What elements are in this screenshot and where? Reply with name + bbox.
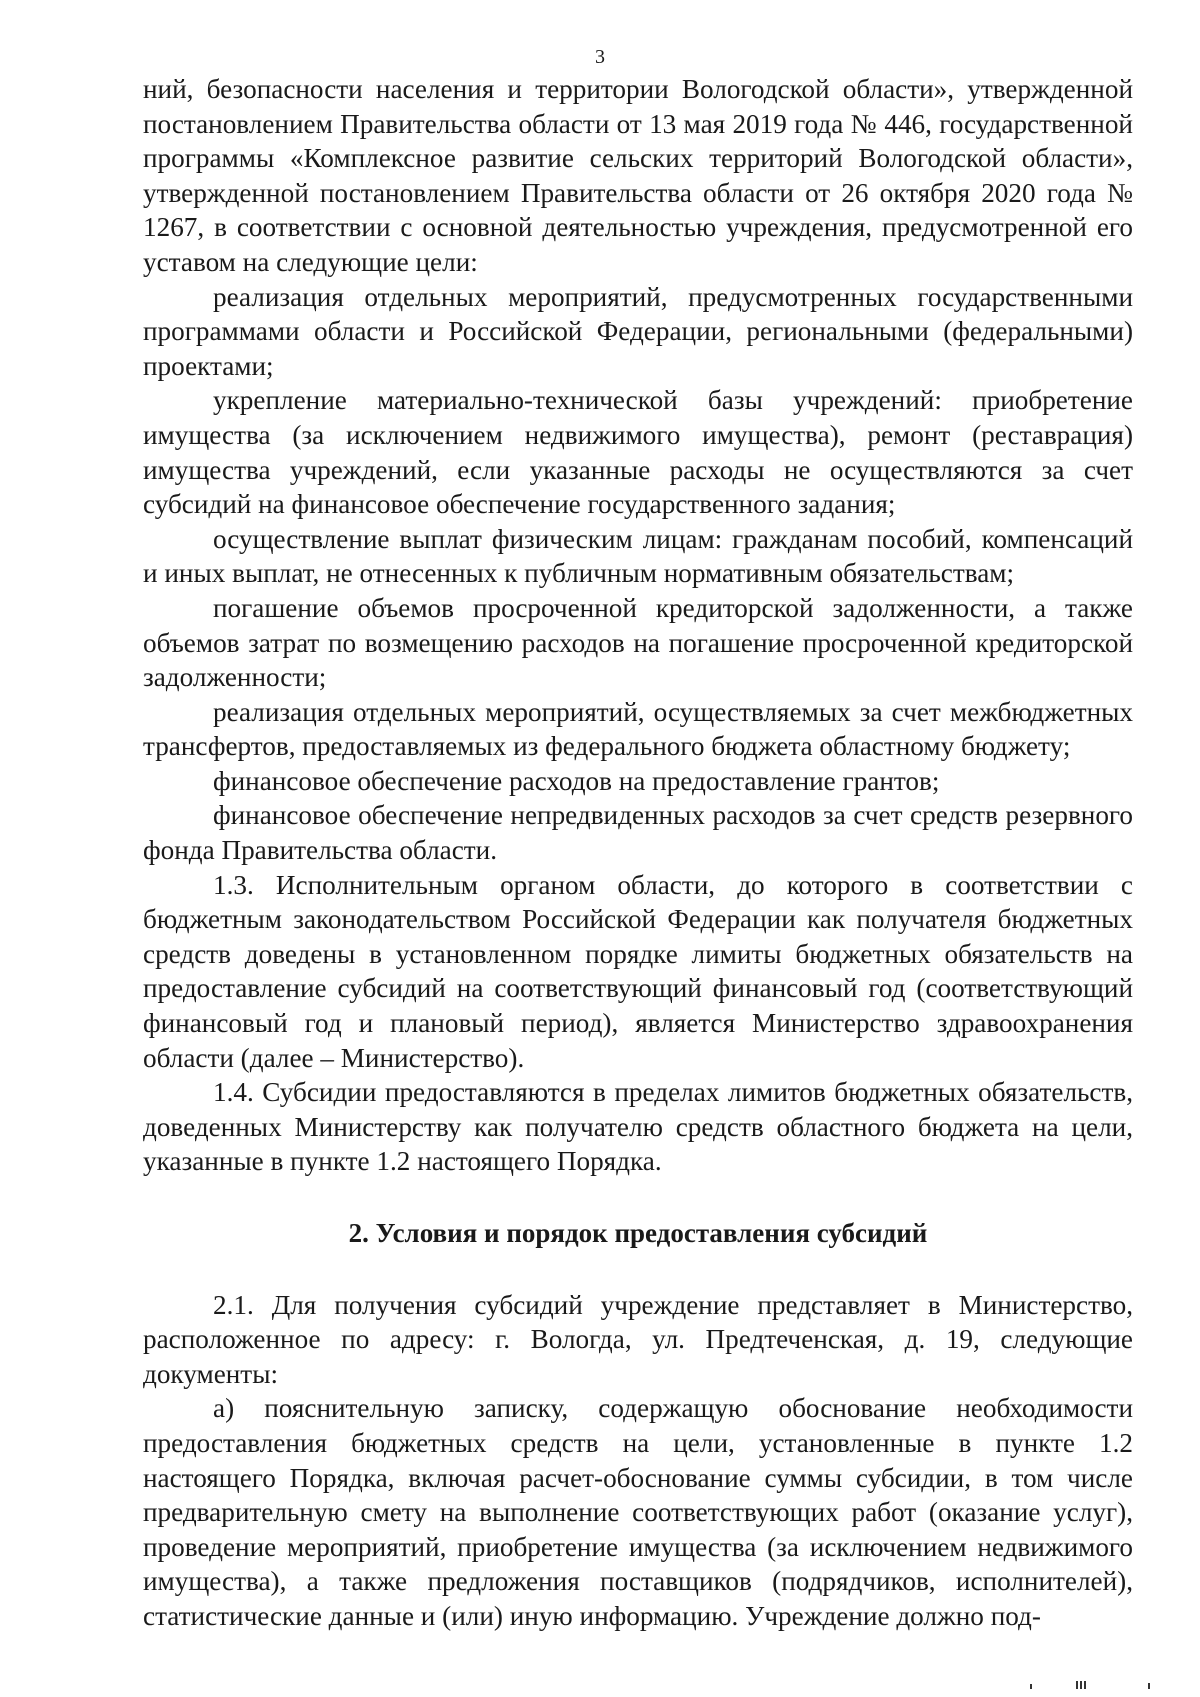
paragraph-1-3: 1.3. Исполнительным органом области, до которого в соответствии с бюджетным законодательством Российской Федерации как получателя бюджетных средств доведены в установленном порядке лимиты бюджетных обязательств на предоставление субсидий на соответствующий финансовый год (соответствующий финансовый год и плановый период), является Министерство здравоохранения области (далее – Министерство).: [143, 869, 1133, 1073]
document-body: [143, 72, 1133, 1634]
paragraph-goal-payments: осуществление выплат физическим лицам: гражданам пособий, компенсаций и иных выплат, не отнесенных к публичным нормативным обязательствам;: [143, 523, 1133, 589]
paragraph-goal-programs: реализация отдельных мероприятий, предусмотренных государственными программами области и Российской Федерации, региональными (федеральными) проектами;: [143, 281, 1133, 381]
paragraph-goal-debt: погашение объемов просроченной кредиторской задолженности, а также объемов затрат по возмещению расходов на погашение просроченной кредиторской задолженности;: [143, 592, 1133, 693]
section-heading: 2. Условия и порядок предоставления субсидий: [348, 1218, 928, 1248]
paragraph-goal-material-base: укрепление материально-технической базы учреждений: приобретение имущества (за исключением недвижимого имущества), ремонт (реставрация) имущества учреждений, если указанные расходы не осуществляются за счет субсидий на финансовое обеспечение государственного задания;: [143, 385, 1133, 520]
paragraph-1-4: 1.4. Субсидии предоставляются в пределах лимитов бюджетных обязательств, доведенных Министерству как получателю средств областного бюджета на цели, указанные в пункте 1.2 настоящего Порядка.: [143, 1077, 1133, 1177]
paragraph-2-1: 2.1. Для получения субсидий учреждение представляет в Министерство, расположенное по адресу: г. Вологда, ул. Предтеченская, д. 19, следующие документы:: [143, 1289, 1133, 1389]
paragraph-2-1-a: а) пояснительную записку, содержащую обоснование необходимости предоставления бюджетных средств на цели, установленные в пункте 1.2 настоящего Порядка, включая расчет-обоснование суммы субсидии, в том числе предварительную смету на выполнение соответствующих работ (оказание услуг), проведение мероприятий, приобретение имущества (за исключением недвижимого имущества), а также предложения поставщиков (подрядчиков, исполнителей), статистические данные и (или) иную информацию. Учреждение должно под-: [143, 1393, 1133, 1631]
scan-artifacts: [1030, 1673, 1160, 1689]
page-number: 3: [595, 46, 605, 68]
paragraph-goal-reserve-fund: финансовое обеспечение непредвиденных расходов за счет средств резервного фонда Правительства области.: [143, 800, 1133, 866]
paragraph-goal-transfers: реализация отдельных мероприятий, осуществляемых за счет межбюджетных трансфертов, предоставляемых из федерального бюджета областному бюджету;: [143, 696, 1133, 762]
paragraph-goal-grants: финансовое обеспечение расходов на предоставление грантов;: [213, 765, 940, 796]
paragraph-continuation: ний, безопасности населения и территории Вологодской области», утвержденной постановлением Правительства области от 13 мая 2019 года № 446, государственной программы «Комплексное развитие сельских территорий Вологодской области», утвержденной постановлением Правительства области от 26 октября 2020 года № 1267, в соответствии с основной деятельностью учреждения, предусмотренной его уставом на следующие цели:: [143, 74, 1133, 277]
